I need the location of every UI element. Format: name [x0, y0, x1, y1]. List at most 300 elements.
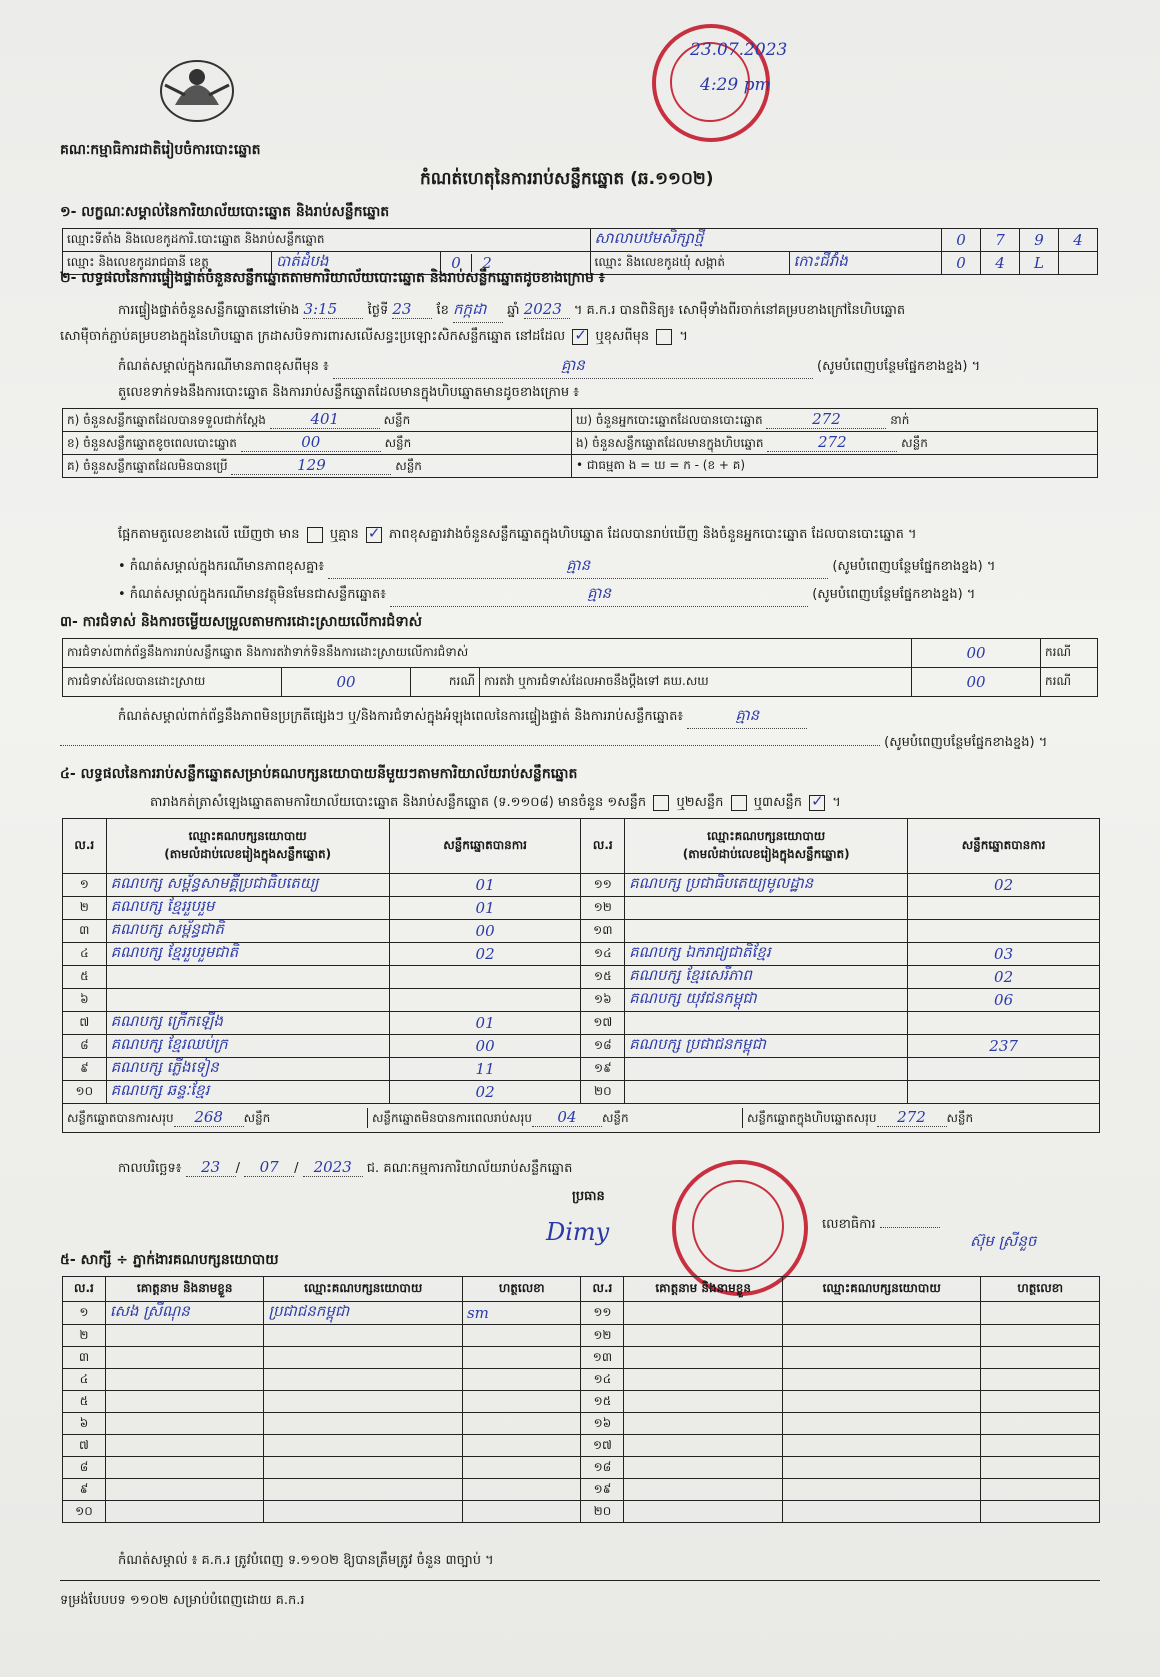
- witness-sign: [981, 1391, 1100, 1413]
- col-party-title: ឈ្មោះគណបក្សនយោបាយ: [188, 829, 307, 843]
- location-code-2: 7: [981, 229, 1020, 252]
- result-no: ១៨: [581, 1035, 625, 1058]
- witness-no: ១៤: [581, 1369, 624, 1391]
- voters-value: 272: [766, 410, 886, 429]
- witness-name: [105, 1435, 264, 1457]
- witness-party: [264, 1391, 462, 1413]
- bullet2-line: [118, 584, 975, 607]
- table-row: [63, 1501, 1100, 1523]
- result-votes: [389, 966, 581, 989]
- province-label: ឈ្មោះ និងលេខកូដរាជធានី ខេត្ត: [63, 252, 272, 275]
- result-votes: 11: [389, 1058, 581, 1081]
- witness-no: ២: [63, 1325, 106, 1347]
- form-note: ទម្រង់បែបបទ ១១០២ សម្រាប់បំពេញដោយ គ.ក.រ: [60, 1593, 305, 1608]
- two-sheets-checkbox[interactable]: [731, 795, 747, 811]
- result-votes: 02: [908, 874, 1100, 897]
- province-code-2: 2: [482, 254, 492, 272]
- results-table: [62, 818, 1100, 1133]
- witness-sign: [981, 1325, 1100, 1347]
- result-no: ១២: [581, 897, 625, 920]
- location-code-4: 4: [1059, 229, 1098, 252]
- table-row: [63, 1479, 1100, 1501]
- result-votes: 00: [389, 1035, 581, 1058]
- result-party: គណបក្ស យុវជនកម្ពុជា: [625, 989, 908, 1012]
- result-party: គណបក្ស ឆន្ទៈខ្មែរ: [106, 1081, 389, 1104]
- result-votes: [908, 1012, 1100, 1035]
- objections-value: 00: [912, 639, 1041, 668]
- changed-label: ឬខុសពីមុន: [595, 329, 650, 344]
- nec-emblem-icon: [155, 55, 239, 125]
- resolved-label: ការជំទាស់ដែលបានដោះស្រាយ: [63, 668, 282, 697]
- unit-sheet: សន្លឹក: [243, 1111, 271, 1125]
- total-valid-value: 268: [174, 1108, 244, 1127]
- appeal-value: 00: [912, 668, 1041, 697]
- table-row: [63, 943, 1100, 966]
- witness-no: ១២: [581, 1325, 624, 1347]
- stamp-date: 23.07.2023: [690, 40, 788, 60]
- verify-year: 2023: [524, 300, 570, 319]
- result-no: ១១: [581, 874, 625, 897]
- table-row: [63, 1435, 1100, 1457]
- result-votes: 02: [389, 1081, 581, 1104]
- witness-no: ៦: [63, 1413, 106, 1435]
- result-party: គណបក្ស ខ្មែរឈប់ក្រ: [106, 1035, 389, 1058]
- table-row: [63, 1391, 1100, 1413]
- location-code-3: 9: [1020, 229, 1059, 252]
- bullet1-line: [118, 556, 995, 579]
- witness-name: [624, 1501, 783, 1523]
- result-votes: 237: [908, 1035, 1100, 1058]
- col-party: [106, 819, 389, 874]
- fill-more-note: (សូមបំពេញបន្ថែមផ្នែកខាងខ្នង) ។: [832, 559, 996, 574]
- result-party: [625, 897, 908, 920]
- witness-sign: [462, 1413, 581, 1435]
- result-party: គណបក្ស សម្ព័ន្ធសាមគ្គីប្រជាធិបតេយ្យ: [106, 874, 389, 897]
- col-sign: ហត្ថលេខា: [462, 1277, 581, 1302]
- witness-no: ៣: [63, 1347, 106, 1369]
- result-no: ៦: [63, 989, 107, 1012]
- table-row: [63, 989, 1100, 1012]
- result-votes: 01: [389, 1012, 581, 1035]
- table-row: [63, 897, 1100, 920]
- bullet1-value: គ្មាន: [328, 556, 828, 579]
- table-row: [63, 1413, 1100, 1435]
- col-name: គោត្តនាម និងនាមខ្លួន: [105, 1277, 264, 1302]
- witness-party: [264, 1435, 462, 1457]
- witness-no: ៤: [63, 1369, 106, 1391]
- witness-no: ១៧: [581, 1435, 624, 1457]
- result-votes: 02: [908, 966, 1100, 989]
- witness-no: ១០: [63, 1501, 106, 1523]
- col-party-sub: (តាមលំដាប់លេខរៀងក្នុងសន្លឹកឆ្នោត): [164, 847, 332, 861]
- result-party: [625, 1012, 908, 1035]
- tally-sheet-line: តារាងកត់ត្រាសំឡេងឆ្នោតតាមការិយាល័យបោះឆ្នោត និងរាប់សន្លឹកឆ្នោត (ទ.១១០៨) មានចំនួន ១សន្លឹក ឬ២សន្លឹក ឬ៣សន្លឹក ✓ ។: [150, 794, 841, 813]
- total-box-value: 272: [877, 1108, 947, 1127]
- received-ballots-value: 401: [270, 410, 380, 429]
- unit-sheet: សន្លឹក: [901, 436, 928, 450]
- table-row: [63, 1058, 1100, 1081]
- result-no: ៤: [63, 943, 107, 966]
- total-invalid-label: សន្លឹកឆ្នោតមិនបានការពេលរាប់សរុប: [372, 1111, 532, 1125]
- date-label: កាលបរិច្ឆេទ៖: [118, 1161, 182, 1176]
- verify-year-label: ឆ្នាំ: [507, 303, 520, 318]
- witness-name: [105, 1325, 264, 1347]
- irregularity-note-value: គ្មាន: [687, 706, 807, 729]
- witness-sign: [462, 1369, 581, 1391]
- witness-party: [264, 1325, 462, 1347]
- witness-name: [105, 1501, 264, 1523]
- witness-party: [264, 1457, 462, 1479]
- seal-check-line: សោម៉ឺចាក់ភ្ជាប់គម្របខាងក្នុងនៃហិបឆ្នោត ក្រដាសបិទការពារសលើសន្ធះប្រឡោះសិកសន្លឹកឆ្នោត នៅដដែល ✓ ឬខុសពីមុន ។: [60, 328, 688, 347]
- col-votes: សន្លឹកឆ្នោតបានការ: [389, 819, 581, 874]
- fill-more-note: (សូមបំពេញបន្ថែមផ្នែកខាងខ្នង) ។: [817, 359, 981, 374]
- witness-party: [782, 1413, 980, 1435]
- result-party: [106, 989, 389, 1012]
- witness-no: ១៣: [581, 1347, 624, 1369]
- location-label: ឈ្មោះទីតាំង និងលេខកូដការិ.បោះឆ្នោត និងរាប់សន្លឹកឆ្នោត: [63, 229, 591, 252]
- received-ballots-label: ក) ចំនួនសន្លឹកឆ្នោតដែលបានទទួលជាក់ស្តែង: [67, 413, 266, 427]
- verify-time: 3:15: [303, 300, 363, 319]
- objections-table: [62, 638, 1098, 697]
- witness-name: [624, 1457, 783, 1479]
- footnote: កំណត់សម្គាល់ ៖ គ.ក.រ ត្រូវបំពេញ ទ.១១០២ ឱ្យបានត្រឹមត្រូវ ចំនួន ៣ច្បាប់ ។: [118, 1553, 494, 1568]
- difference-note-value: គ្មាន: [333, 356, 813, 379]
- unit-case: ករណី: [411, 668, 480, 697]
- result-party: [625, 1081, 908, 1104]
- commune-code-2: 4: [981, 252, 1020, 275]
- witness-party: [782, 1435, 980, 1457]
- province-code-1: 0: [441, 254, 472, 272]
- col-no: ល.រ: [63, 819, 107, 874]
- col-party-title: ឈ្មោះគណបក្សនយោបាយ: [707, 829, 826, 843]
- witness-sign: [981, 1435, 1100, 1457]
- table-row: [63, 1035, 1100, 1058]
- witness-sign: [981, 1302, 1100, 1325]
- witness-party: [782, 1479, 980, 1501]
- total-box-label: សន្លឹកឆ្នោតក្នុងហិបឆ្នោតសរុប: [747, 1111, 877, 1125]
- witness-no: ១: [63, 1302, 106, 1325]
- table-row: [63, 1081, 1100, 1104]
- commune-code-1: 0: [942, 252, 981, 275]
- result-votes: [908, 1058, 1100, 1081]
- witness-sign: [981, 1501, 1100, 1523]
- result-no: ១៩: [581, 1058, 625, 1081]
- compare-has-label: ផ្អែកតាមតួលេខខាងលើ ឃើញថា មាន: [118, 527, 300, 542]
- unused-ballots-label: គ) ចំនួនសន្លឹកឆ្នោតដែលមិនបានប្រើ: [67, 459, 228, 473]
- page-title: កំណត់ហេតុនៃការរាប់សន្លឹកឆ្នោត (ឆ.១១០២): [420, 169, 714, 189]
- result-party: គណបក្ស ប្រជាជនកម្ពុជា: [625, 1035, 908, 1058]
- result-party: គណបក្ស ខ្មែររួបរួមជាតិ: [106, 943, 389, 966]
- witness-sign: [981, 1457, 1100, 1479]
- total-valid-label: សន្លឹកឆ្នោតបានការសរុប: [67, 1111, 174, 1125]
- witness-name: [624, 1302, 783, 1325]
- col-party-sub: (តាមលំដាប់លេខរៀងក្នុងសន្លឹកឆ្នោត): [682, 847, 850, 861]
- witness-party: [264, 1347, 462, 1369]
- section1-heading: ១- លក្ខណៈសម្គាល់នៃការិយាល័យបោះឆ្នោត និងរាប់សន្លឹកឆ្នោត: [60, 204, 390, 220]
- result-no: ៥: [63, 966, 107, 989]
- col-votes: សន្លឹកឆ្នោតបានការ: [908, 819, 1100, 874]
- location-value: សាលាបឋមសិក្សាថ្មី: [590, 229, 941, 252]
- result-votes: 06: [908, 989, 1100, 1012]
- verify-day-label: ថ្ងៃទី: [367, 303, 389, 318]
- witness-sign: [462, 1479, 581, 1501]
- unchanged-checkbox[interactable]: [572, 329, 588, 345]
- unit-sheet: សន្លឹក: [383, 413, 411, 427]
- unit-sheet: សន្លឹក: [946, 1111, 974, 1125]
- witness-party: [782, 1347, 980, 1369]
- witness-no: ៩: [63, 1479, 106, 1501]
- formula: • ជាធម្មតា ង = ឃ = ក - (ខ + គ): [572, 455, 1098, 478]
- table-row: [63, 874, 1100, 897]
- date-day: 23: [186, 1158, 236, 1177]
- bullet2-label: • កំណត់សម្គាល់ក្នុងករណីមានវត្ថុមិនមែនជាសន្លឹកឆ្នោត៖: [118, 587, 386, 602]
- witness-party: ប្រជាជនកម្ពុជា: [264, 1302, 462, 1325]
- witness-sign: [462, 1391, 581, 1413]
- witness-sign: [981, 1347, 1100, 1369]
- compare-text: ភាពខុសគ្នារវាងចំនួនសន្លឹកឆ្នោតក្នុងហិបឆ្នោត ដែលបានរាប់ឃើញ និងចំនួនអ្នកបោះឆ្នោត ដែលបានបោះឆ្នោត ។: [389, 527, 917, 542]
- result-no: ១៣: [581, 920, 625, 943]
- irregularity-note-label: កំណត់សម្គាល់ពាក់ព័ន្ធនឹងភាពមិនប្រក្រតីផ្សេងៗ ឬ/និងការជំទាស់ក្នុងអំឡុងពេលនៃការផ្ទៀងផ្ទាត់ និងការរាប់សន្លឹកឆ្នោត៖: [118, 709, 684, 724]
- three-sheets-checkbox[interactable]: [809, 795, 825, 811]
- bullet2-value: គ្មាន: [390, 584, 808, 607]
- result-party: គណបក្ស សម្ព័ន្ធជាតិ: [106, 920, 389, 943]
- witness-name: [624, 1325, 783, 1347]
- commune-label: ឈ្មោះ និងលេខកូដឃុំ សង្កាត់: [590, 252, 789, 275]
- totals-row: [63, 1104, 1100, 1133]
- witness-party: [264, 1501, 462, 1523]
- table-row: [63, 1302, 1100, 1325]
- witness-sign: [462, 1501, 581, 1523]
- fill-more-note: (សូមបំពេញបន្ថែមផ្នែកខាងខ្នង) ។: [884, 735, 1048, 750]
- result-votes: 01: [389, 874, 581, 897]
- witness-sign: [981, 1479, 1100, 1501]
- witness-party: [782, 1391, 980, 1413]
- result-votes: [908, 897, 1100, 920]
- irregularity-fill-line: [60, 734, 1047, 753]
- table-row: [63, 1325, 1100, 1347]
- voters-label: ឃ) ចំនួនអ្នកបោះឆ្នោតដែលបានបោះឆ្នោត: [576, 413, 763, 427]
- sign-committee: ជ. គណៈកម្មការការិយាល័យរាប់សន្លឹកឆ្នោត: [366, 1161, 573, 1176]
- result-no: ១៦: [581, 989, 625, 1012]
- result-votes: 01: [389, 897, 581, 920]
- box-ballots-label: ង) ចំនួនសន្លឹកឆ្នោតដែលមានក្នុងហិបឆ្នោត: [576, 436, 764, 450]
- unit-case: ករណី: [1041, 639, 1098, 668]
- bullet1-label: • កំណត់សម្គាល់ក្នុងករណីមានភាពខុសគ្នា៖: [118, 559, 325, 574]
- fill-more-note: (សូមបំពេញបន្ថែមផ្នែកខាងខ្នង) ។: [812, 587, 976, 602]
- result-votes: [908, 1081, 1100, 1104]
- commune-code-3: L: [1020, 252, 1059, 275]
- result-no: ២០: [581, 1081, 625, 1104]
- date-month: 07: [244, 1158, 294, 1177]
- section3-heading: ៣- ការជំទាស់ និងការចម្លើយសម្រួលតាមការដោះស្រាយលើការជំទាស់: [60, 614, 422, 630]
- result-votes: [389, 989, 581, 1012]
- witness-sign: sm: [462, 1302, 581, 1325]
- result-no: ៣: [63, 920, 107, 943]
- result-party: គណបក្ស ប្រជាធិបតេយ្យមូលដ្ឋាន: [625, 874, 908, 897]
- section2-heading: ២- លទ្ធផលនៃការផ្ទៀងផ្ទាត់ចំនួនសន្លឹកឆ្នោតតាមការិយាល័យបោះឆ្នោត និងរាប់សន្លឹកឆ្នោតដូចខាងក្រោម ៖: [60, 270, 605, 286]
- witness-name: [105, 1457, 264, 1479]
- verify-text: ។ គ.ក.រ បានពិនិត្យ៖ សោម៉ឺទាំងពីរចាក់នៅគម្របខាងក្រៅនៃហិបឆ្នោត: [573, 303, 906, 318]
- spoiled-ballots-value: 00: [241, 433, 381, 452]
- result-party: គណបក្ស ខ្មែរសេរីភាព: [625, 966, 908, 989]
- result-party: [625, 920, 908, 943]
- result-no: ១៤: [581, 943, 625, 966]
- witness-table: [62, 1276, 1100, 1523]
- result-votes: 00: [389, 920, 581, 943]
- result-no: ១០: [63, 1081, 107, 1104]
- witness-name: [624, 1369, 783, 1391]
- unit-sheet: សន្លឹក: [384, 436, 412, 450]
- unit-sheet: សន្លឹក: [601, 1111, 629, 1125]
- seal-check-text: សោម៉ឺចាក់ភ្ជាប់គម្របខាងក្នុងនៃហិបឆ្នោត ក្រដាសបិទការពារសលើសន្ធះប្រឡោះសិកសន្លឹកឆ្នោត នៅដដែល: [60, 329, 566, 344]
- irregularity-note-line: [118, 706, 1098, 729]
- col-name: គោត្តនាម និងនាមខ្លួន: [624, 1277, 783, 1302]
- verify-time-line: [118, 300, 905, 323]
- witness-no: ២០: [581, 1501, 624, 1523]
- result-party: គណបក្ស ឯករាជ្យជាតិខ្មែរ: [625, 943, 908, 966]
- table-row: [63, 920, 1100, 943]
- secretary-label: លេខាធិការ: [822, 1217, 876, 1232]
- witness-name: [105, 1391, 264, 1413]
- table-row: [63, 966, 1100, 989]
- compare-line: [118, 526, 917, 545]
- verify-month: កក្កដា: [453, 300, 503, 323]
- result-votes: [908, 920, 1100, 943]
- verify-day: 23: [392, 300, 432, 319]
- witness-party: [782, 1501, 980, 1523]
- col-party: ឈ្មោះគណបក្សនយោបាយ: [264, 1277, 462, 1302]
- section4-heading: ៤- លទ្ធផលនៃការរាប់សន្លឹកឆ្នោតសម្រាប់គណបក្សនយោបាយនីមួយៗតាមការិយាល័យរាប់សន្លឹកឆ្នោត: [60, 766, 578, 782]
- result-no: ១៧: [581, 1012, 625, 1035]
- witness-party: [782, 1325, 980, 1347]
- tally-sheet-text: តារាងកត់ត្រាសំឡេងឆ្នោតតាមការិយាល័យបោះឆ្នោត និងរាប់សន្លឹកឆ្នោត (ទ.១១០៨) មានចំនួន ១សន្លឹក: [150, 795, 647, 810]
- committee-name: គណៈកម្មាធិការជាតិរៀបចំការបោះឆ្នោត: [60, 142, 261, 158]
- col-no: ល.រ: [581, 1277, 624, 1302]
- difference-note-label: កំណត់សម្គាល់ក្នុងករណីមានភាពខុសពីមុន ៖: [118, 359, 329, 374]
- result-party: [106, 966, 389, 989]
- col-party: [625, 819, 908, 874]
- witness-no: ១៩: [581, 1479, 624, 1501]
- witness-no: ១៥: [581, 1391, 624, 1413]
- chair-signature: Dimy: [546, 1218, 610, 1246]
- witness-name: [105, 1479, 264, 1501]
- table-row: [63, 1457, 1100, 1479]
- col-sign: ហត្ថលេខា: [981, 1277, 1100, 1302]
- verify-time-label: ការផ្ទៀងផ្ទាត់ចំនួនសន្លឹកឆ្នោតនៅម៉ោង: [118, 303, 300, 318]
- witness-name: [105, 1347, 264, 1369]
- appeal-label: ការតវ៉ា ឬការជំទាស់ដែលអាចនឹងប្ដឹងទៅ គឃ.សឃ: [480, 668, 912, 697]
- unit-case: ករណី: [1041, 668, 1098, 697]
- result-no: ៧: [63, 1012, 107, 1035]
- section5-heading: ៥- សាក្សី ÷ ភ្នាក់ងារគណបក្សនយោបាយ: [60, 1252, 279, 1268]
- result-no: ៩: [63, 1058, 107, 1081]
- total-invalid-value: 04: [532, 1108, 602, 1127]
- witness-sign: [462, 1325, 581, 1347]
- result-votes: 02: [389, 943, 581, 966]
- witness-name: [624, 1479, 783, 1501]
- no-difference-checkbox[interactable]: [366, 527, 382, 543]
- secretary-line: [822, 1216, 940, 1235]
- witness-name: [624, 1435, 783, 1457]
- resolved-value: 00: [282, 668, 411, 697]
- result-party: គណបក្ស ក្រើកឡើង: [106, 1012, 389, 1035]
- result-party: គណបក្ស ភ្លើងទៀន: [106, 1058, 389, 1081]
- date-year: 2023: [303, 1158, 363, 1177]
- result-votes: 03: [908, 943, 1100, 966]
- province-value: បាត់ដំបង: [272, 252, 441, 275]
- commune-value: កោះជីវាំង: [789, 252, 941, 275]
- witness-name: [105, 1369, 264, 1391]
- witness-sign: [981, 1369, 1100, 1391]
- witness-party: [264, 1369, 462, 1391]
- witness-sign: [462, 1435, 581, 1457]
- col-no: ល.រ: [581, 819, 625, 874]
- changed-checkbox[interactable]: [656, 329, 672, 345]
- witness-name: [624, 1391, 783, 1413]
- box-ballots-value: 272: [767, 433, 897, 452]
- witness-party: [264, 1479, 462, 1501]
- difference-note-line: [118, 356, 980, 379]
- has-difference-checkbox[interactable]: [307, 527, 323, 543]
- col-no: ល.រ: [63, 1277, 106, 1302]
- result-no: ៨: [63, 1035, 107, 1058]
- witness-party: [782, 1457, 980, 1479]
- chair-label: ប្រធាន: [572, 1189, 605, 1204]
- witness-name: [105, 1413, 264, 1435]
- witness-no: ៨: [63, 1457, 106, 1479]
- date-line: កាលបរិច្ឆេទ៖ 23 / 07 / 2023 ជ. គណៈកម្មការការិយាល័យរាប់សន្លឹកឆ្នោត: [118, 1158, 573, 1176]
- figures-intro: តួលេខទាក់ទងនឹងការបោះឆ្នោត និងការរាប់សន្លឹកឆ្នោតដែលមានក្នុងហិបឆ្នោតមានដូចខាងក្រោម ៖: [118, 385, 579, 400]
- figures-table: [62, 408, 1098, 478]
- two-sheets-label: ឬ២សន្លឹក: [676, 795, 724, 810]
- witness-no: ៥: [63, 1391, 106, 1413]
- witness-sign: [462, 1347, 581, 1369]
- witness-no: ១៨: [581, 1457, 624, 1479]
- witness-name: សេង ស្រីណុន: [105, 1302, 264, 1325]
- table-row: [63, 1369, 1100, 1391]
- result-no: ១: [63, 874, 107, 897]
- col-party: ឈ្មោះគណបក្សនយោបាយ: [782, 1277, 980, 1302]
- unit-sheet: សន្លឹក: [395, 459, 422, 473]
- witness-sign: [981, 1413, 1100, 1435]
- unit-person: នាក់: [890, 413, 910, 427]
- witness-name: [624, 1347, 783, 1369]
- witness-party: [782, 1369, 980, 1391]
- location-code-1: 0: [942, 229, 981, 252]
- result-party: [625, 1058, 908, 1081]
- spoiled-ballots-label: ខ) ចំនួនសន្លឹកឆ្នោតខូចពេលបោះឆ្នោត: [67, 436, 237, 450]
- unused-ballots-value: 129: [231, 456, 391, 475]
- witness-sign: [462, 1457, 581, 1479]
- table-row: [63, 1012, 1100, 1035]
- witness-party: [782, 1302, 980, 1325]
- witness-name: [624, 1413, 783, 1435]
- stamp-time: 4:29 pm: [700, 75, 771, 95]
- one-sheet-checkbox[interactable]: [653, 795, 669, 811]
- compare-none-label: ឬគ្មាន: [329, 527, 359, 542]
- three-sheets-label: ឬ៣សន្លឹក: [753, 795, 802, 810]
- objections-label: ការជំទាស់ពាក់ព័ន្ធនឹងការរាប់សន្លឹកឆ្នោត និងការតវ៉ាទាក់ទិននឹងការដោះស្រាយលើការជំទាស់: [63, 639, 912, 668]
- witness-no: ១១: [581, 1302, 624, 1325]
- table-row: [63, 1347, 1100, 1369]
- result-no: ១៥: [581, 966, 625, 989]
- secretary-signature: ស៊ុម ស្រីនួច: [970, 1232, 1037, 1250]
- witness-no: ១៦: [581, 1413, 624, 1435]
- result-party: គណបក្ស ខ្មែររួបរួម: [106, 897, 389, 920]
- witness-party: [264, 1413, 462, 1435]
- verify-month-label: ខែ: [436, 303, 449, 318]
- result-no: ២: [63, 897, 107, 920]
